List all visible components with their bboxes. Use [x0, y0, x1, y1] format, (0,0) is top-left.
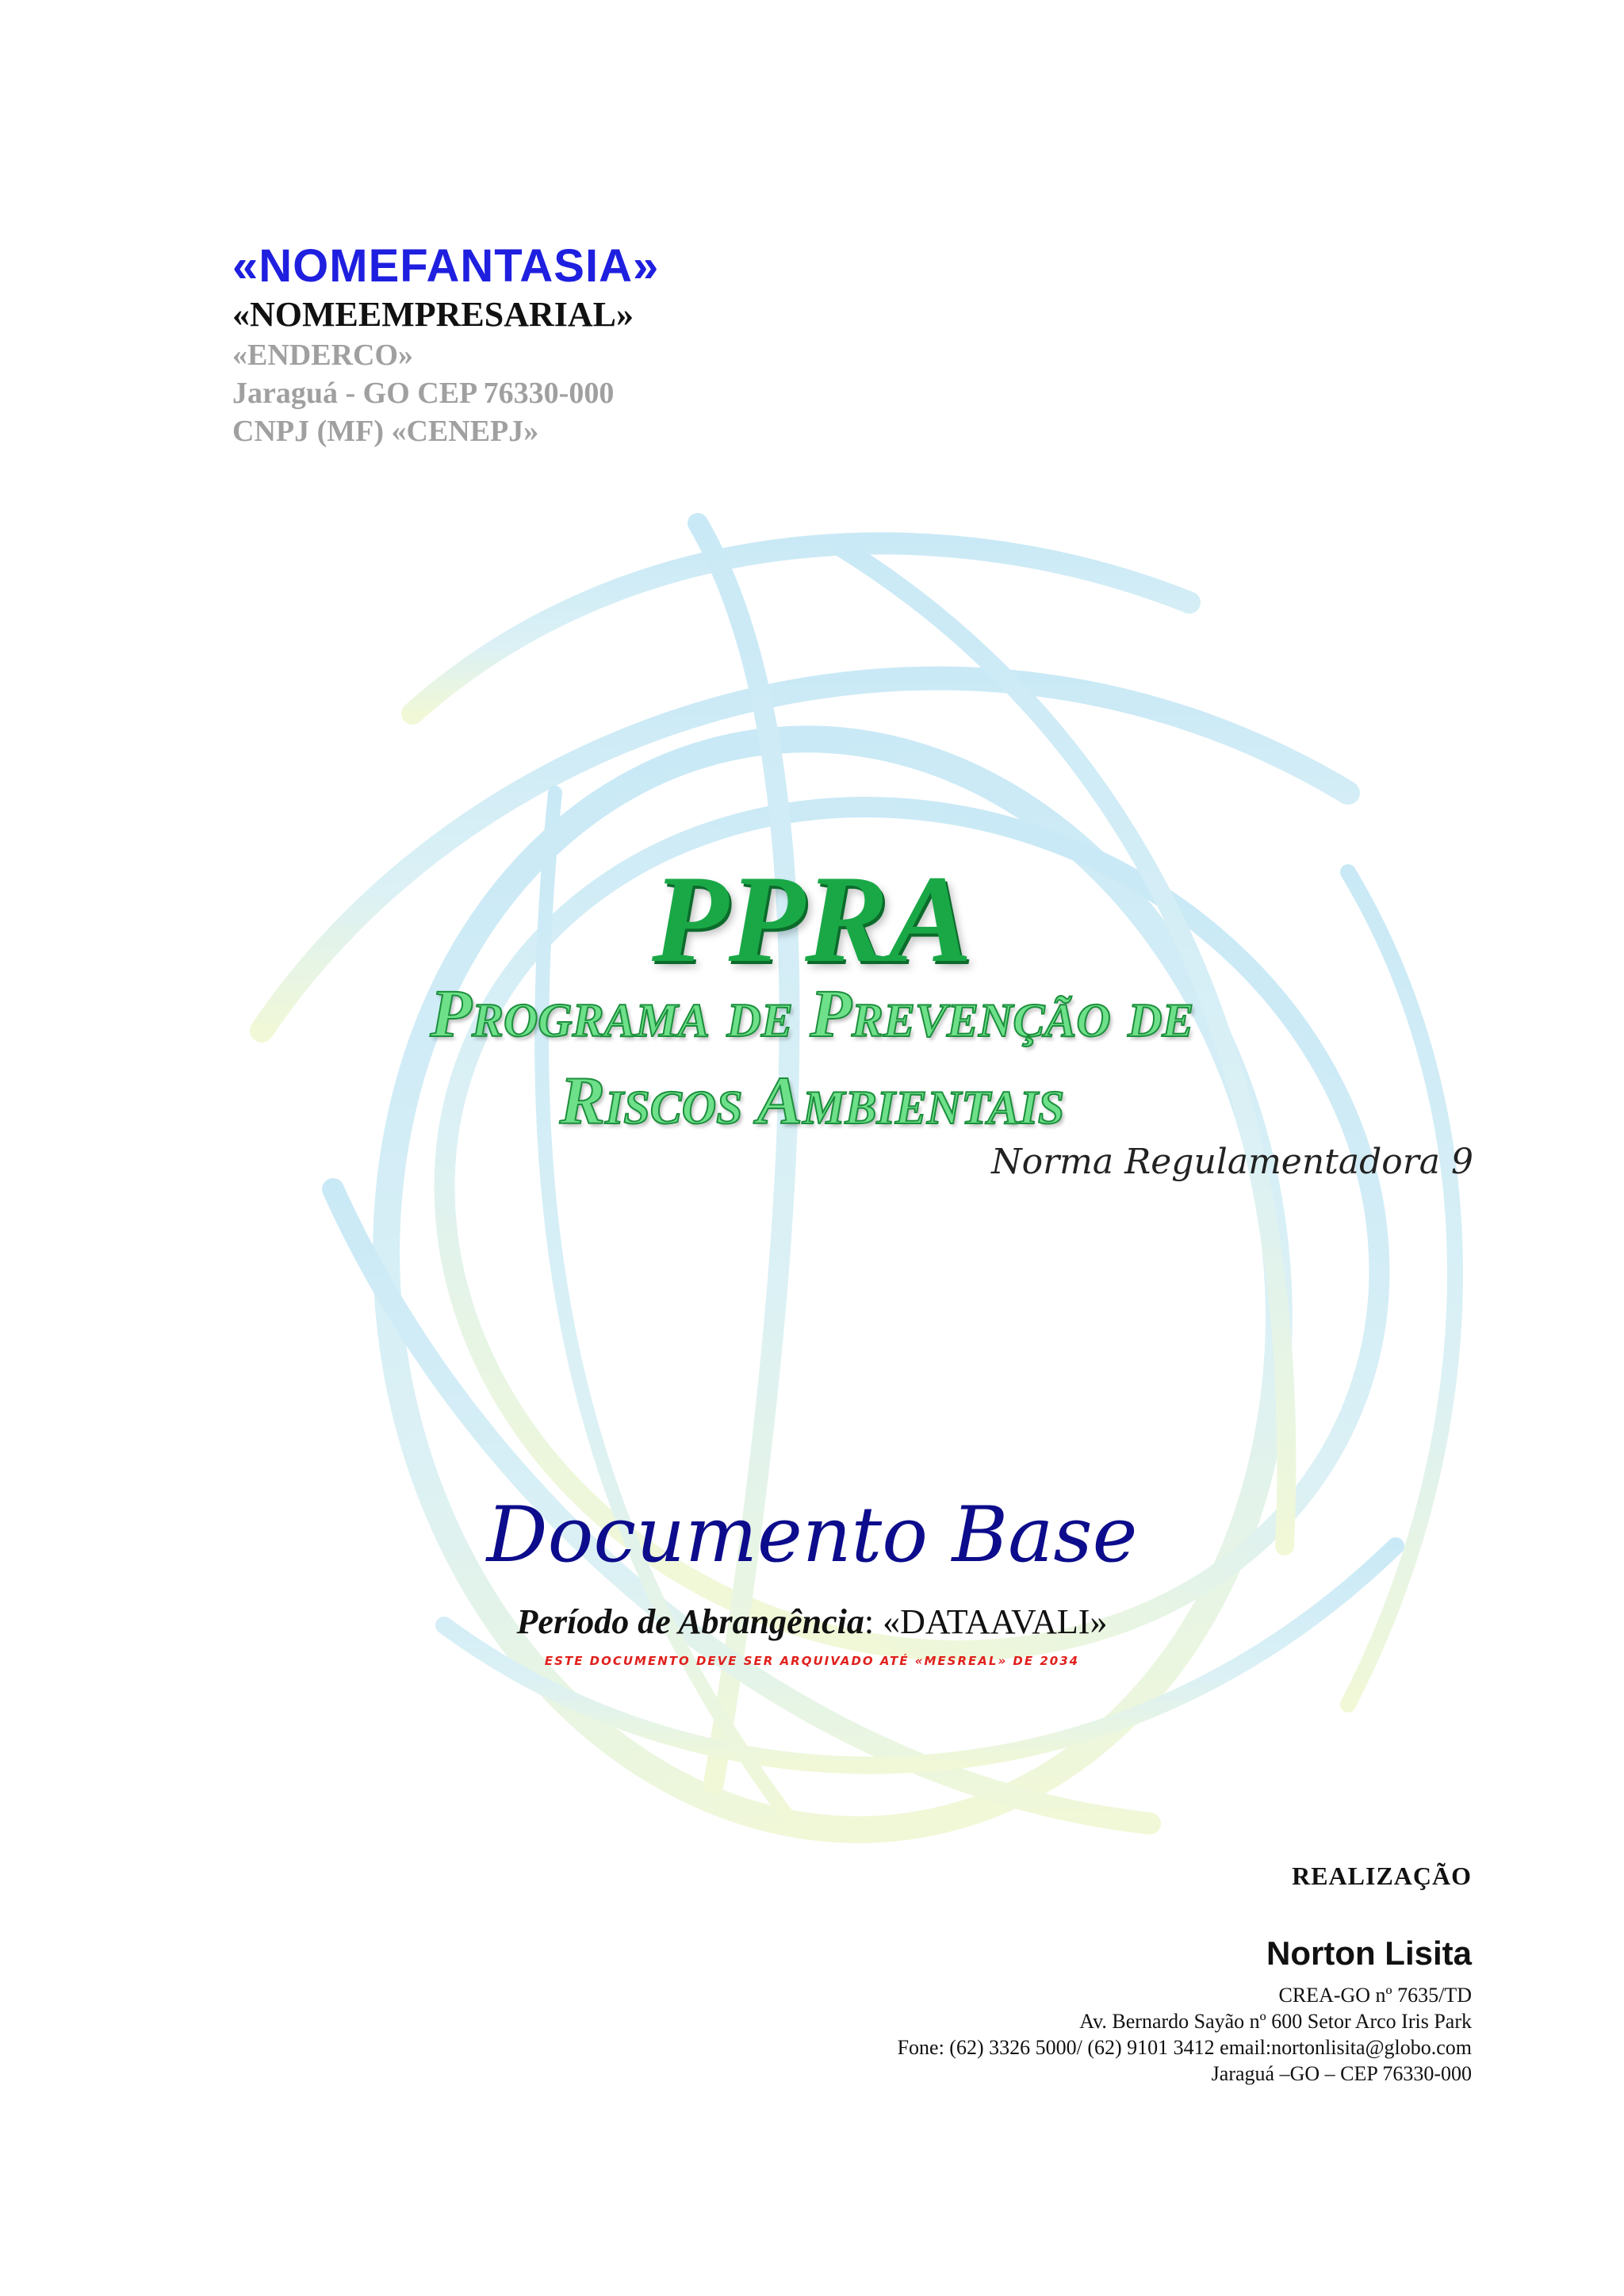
company-legal-name: «NOMEEMPRESARIAL»: [232, 295, 634, 334]
company-block: [232, 239, 659, 450]
author-address: Av. Bernardo Sayão nº 600 Setor Arco Iris Park: [1079, 2010, 1472, 2033]
company-address: «ENDERCO»: [232, 339, 414, 372]
periodo-abrangencia: [0, 1601, 1624, 1642]
archive-note: ESTE DOCUMENTO DEVE SER ARQUIVADO ATÉ «MESREAL» DE 2034: [544, 1654, 1080, 1668]
company-city-cep: Jaraguá - GO CEP 76330-000: [232, 377, 615, 410]
realizacao-label: REALIZAÇÃO: [1292, 1862, 1472, 1890]
author-crea: CREA-GO nº 7635/TD: [1278, 1984, 1472, 2007]
program-title-line-2: Riscos Ambientais: [559, 1062, 1065, 1138]
company-cnpj: CNPJ (MF) «CENEPJ»: [232, 415, 539, 448]
document-heading: Documento Base: [486, 1490, 1138, 1579]
periodo-value: : «DATAAVALI»: [864, 1602, 1108, 1641]
author-city: Jaraguá –GO – CEP 76330-000: [1211, 2062, 1472, 2085]
author-name: Norton Lisita: [1266, 1934, 1472, 1972]
author-info: [898, 1982, 1472, 2087]
norma-regulamentadora: Norma Regulamentadora 9: [991, 1142, 1473, 1182]
author-contact: Fone: (62) 3326 5000/ (62) 9101 3412 email:nortonlisita@globo.com: [897, 2036, 1472, 2059]
company-trade-name: «NOMEFANTASIA»: [232, 240, 660, 292]
ppra-title: PPRA: [652, 850, 972, 989]
periodo-label: Período de Abrangência: [516, 1602, 864, 1641]
program-title-line-1: Programa de Prevenção de: [430, 975, 1194, 1051]
